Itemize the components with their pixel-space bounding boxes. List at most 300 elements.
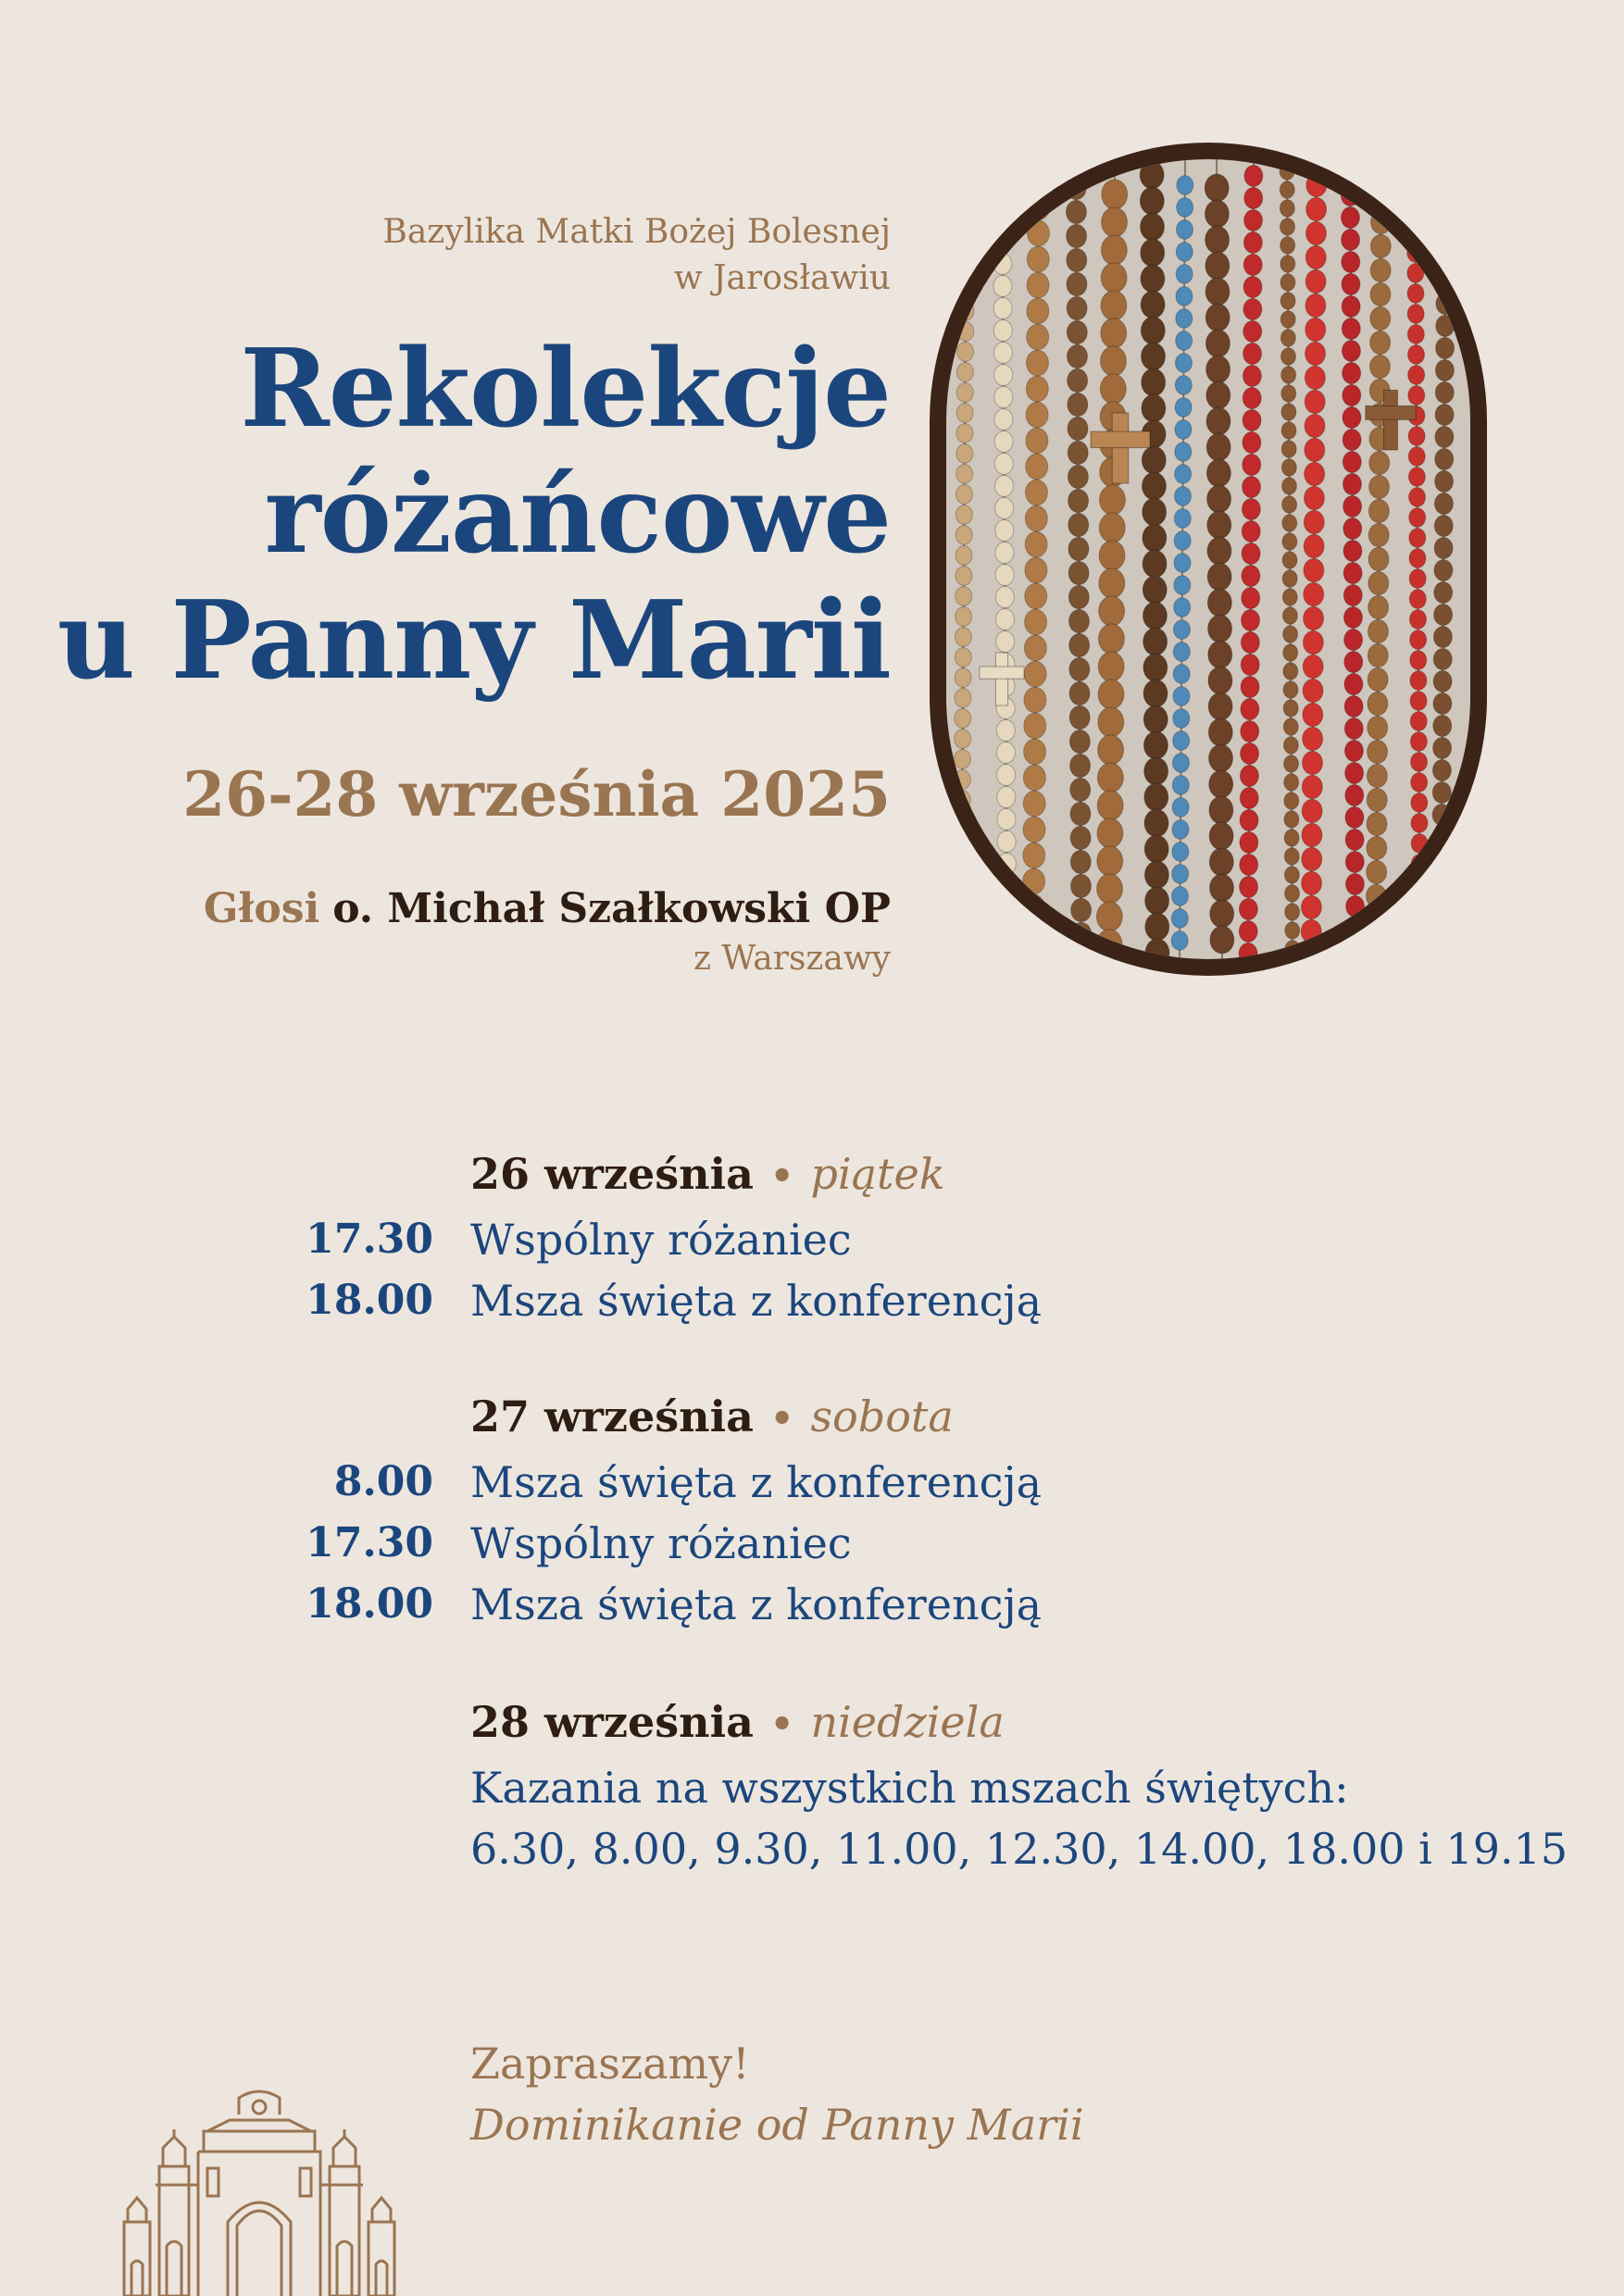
rosary-bead [1143,576,1167,604]
rosary-bead [1243,477,1261,498]
rosary-bead [1209,848,1233,876]
rosary-bead [1142,446,1166,474]
rosary-bead [1243,299,1262,320]
signature-text: Dominikanie od Panny Marii [470,2100,1084,2150]
schedule [0,1144,1624,1879]
rosary-bead [1282,496,1297,513]
rosary-bead [1243,410,1261,431]
rosary-bead [1208,641,1232,668]
rosary-bead [1304,582,1324,605]
rosary-bead [1208,615,1232,643]
rosary-bead [1285,885,1300,902]
rosary-bead [1206,330,1230,357]
schedule-row [0,1209,1624,1270]
rosary-bead [1406,162,1423,181]
rosary-bead [1410,712,1427,731]
rosary-bead [1024,713,1046,739]
rosary-bead [995,498,1014,519]
rosary-bead [1099,485,1125,515]
rosary-bead [1145,887,1169,915]
rosary-bead [1407,223,1424,243]
event-dates: 26-28 września 2025 [182,758,891,830]
event-time: 17.30 [306,1519,433,1566]
rosary-bead [1242,499,1260,520]
rosary-bead [1176,309,1193,329]
rosary-bead [1241,632,1259,654]
rosary-bead [1174,487,1191,506]
rosary-bead [1431,938,1450,959]
rosary-bead [1368,619,1388,643]
rosary-bead [1174,576,1191,595]
rosary-bead [995,565,1014,586]
rosary-bead [1175,420,1192,440]
rosary-bead [993,209,1011,231]
rosary-bead [1342,296,1360,318]
rosary-bead [1171,909,1188,929]
rosary-bead [1026,480,1048,505]
rosary-bead [1411,814,1428,833]
rosary-bead [1026,350,1048,376]
rosary-bead [1071,898,1092,921]
rosary-bead [1069,633,1090,656]
rosary-bead [1242,566,1260,587]
rosary-bead [1142,368,1166,396]
rosary-bead [1368,716,1388,739]
rosary-bead [1407,325,1424,344]
rosary-bead [1343,430,1361,451]
rosary-bead [1305,318,1326,341]
rosary-bead [1172,798,1189,817]
rosary-bead [1210,900,1234,928]
rosary-bead [956,404,973,423]
rosary-bead [996,631,1015,653]
rosary-bead [1174,531,1191,551]
rosary-bead [1243,388,1261,409]
rosary-bead [1176,243,1193,262]
rosary-bead [1143,654,1168,681]
rosary-bead [1283,663,1298,680]
sunday-mass-times: 6.30, 8.00, 9.30, 11.00, 12.30, 14.00, 18.00 i 19.15 [470,1824,1568,1874]
rosary-bead [1411,875,1428,894]
rosary-bead [1025,557,1047,583]
rosary-bead [994,454,1013,475]
rosary-bead [1281,367,1296,383]
rosary-bead [1144,757,1168,785]
rosary-bead [1144,861,1168,889]
rosary-bead [1344,674,1363,695]
rosary-bead [1346,941,1365,960]
rosary-bead [1342,341,1360,362]
rosary-bead [1409,569,1426,589]
rosary-bead [1368,499,1389,522]
rosary-bead [1097,846,1123,876]
rosary-bead [1143,731,1168,759]
rosary-bead [1280,293,1295,309]
rosary-bead [1341,163,1359,184]
rosary-bead [955,689,971,708]
rosary-bead [955,668,971,688]
rosary-bead [1306,197,1327,220]
rosary-bead [1176,220,1193,240]
rosary-bead [1406,182,1423,202]
rosary-bead [1067,248,1087,271]
rosary-bead [1175,354,1192,373]
rosary-bead [1177,198,1193,218]
rosary-bead [1283,626,1298,643]
rosary-bead [954,852,970,871]
rosary-bead [957,343,974,362]
rosary-bead [1342,274,1360,295]
rosaries-illustration [946,159,1470,959]
rosary-bead [953,892,969,912]
rosary-bead [1304,486,1324,509]
rosary-bead [1368,692,1388,715]
rosary-bead [1367,860,1387,883]
rosary-bead [1207,485,1231,513]
rosary-bead [1143,550,1167,578]
rosary-bead [1435,427,1454,448]
rosary-bead [956,607,972,627]
rosary-bead [1343,474,1361,495]
cross-horizontal [980,667,1024,679]
rosary-bead [1281,385,1296,402]
sunday-note-row [0,1757,1624,1818]
rosary-bead [1173,643,1190,662]
rosary-bead [1101,263,1127,293]
rosary-bead [1410,692,1427,711]
rosary-bead [1345,874,1364,895]
rosary-bead [1102,180,1128,209]
rosary-bead [1241,721,1259,742]
rosary-bead [1282,515,1297,531]
rosary-bead [1282,533,1297,550]
rosary-bead [1144,835,1168,863]
rosary-bead [993,298,1012,319]
rosary-bead [1144,783,1168,811]
rosary-bead [1410,651,1427,670]
rosary-bead [953,933,969,953]
rosary-bead [1305,438,1325,461]
rosary-bead [956,526,972,545]
rosary-bead [1305,221,1326,244]
rosary-bead [1411,855,1428,874]
rosary-bead [1304,606,1324,630]
rosary-bead [997,876,1016,897]
rosary-bead [995,609,1014,630]
rosary-bead [1370,282,1391,306]
rosary-bead [1367,836,1387,859]
preacher-name: o. Michał Szałkowski OP [332,885,891,932]
rosary-bead [1406,203,1423,222]
rosary-bead [1345,785,1364,806]
rosary-bead [1206,252,1230,280]
event-name: Msza święta z konferencją [470,1276,1043,1326]
rosary-bead [1305,245,1326,268]
rosary-bead [993,165,1011,186]
rosary-bead [993,231,1012,253]
rosary-bead [1285,941,1300,957]
rosary-bead [1301,895,1321,918]
rosary-bead [995,587,1014,608]
rosary-bead [1433,716,1452,737]
preacher-line [57,885,891,933]
rosary-bead [1342,252,1360,273]
rosary-bead [1368,643,1388,667]
rosary-bead [1071,922,1092,945]
rosary-bead [1206,304,1230,331]
rosary-bead [1101,318,1127,348]
rosary-bead [1302,799,1322,822]
schedule-row [0,1270,1624,1331]
rosary-bead [1284,830,1299,846]
rosary-bead [1240,855,1258,876]
rosary-bead [1025,583,1047,609]
rosary-bead [1370,234,1391,257]
rosary-bead [1143,680,1168,707]
rosary-bead [1369,355,1390,378]
preacher-lead: Głosi [203,885,320,932]
schedule-row [0,1452,1624,1513]
rosary-bead [1070,802,1091,825]
day-weekday: piątek [810,1149,945,1199]
rosary-bead [1069,657,1090,680]
rosary-bead [995,543,1014,564]
rosary-bead [1141,291,1165,318]
rosary-bead [955,628,971,647]
rosary-bead [1097,791,1123,820]
day-date: 28 września [470,1697,754,1747]
rosary-bead [1409,488,1426,507]
rosary-bead [1284,811,1299,828]
rosary-bead [1303,630,1323,654]
rosary-bead [1305,293,1326,317]
rosary-bead [1142,472,1166,500]
rosary-bead [1101,235,1127,265]
rosary-bead [1437,182,1455,204]
rosary-bead [1285,904,1300,920]
rosary-bead [1243,455,1261,476]
rosary-bead [956,363,973,382]
rosary-bead [1368,595,1389,618]
rosary-bead [997,787,1016,808]
rosary-bead [1067,272,1087,295]
rosary-bead [1306,173,1327,196]
rosary-bead [1284,848,1299,865]
rosary-bead [956,505,972,525]
rosary-bead [995,520,1014,542]
rosary-bead [1027,298,1049,324]
rosary-bead [1435,449,1454,470]
rosary-bead [1140,161,1164,189]
rosary-bead [1206,381,1230,409]
rosary-bead [993,276,1012,297]
rosary-bead [1023,842,1045,868]
rosary-bead [1305,462,1325,485]
rosary-bead [1024,635,1046,661]
rosary-bead [1436,227,1455,248]
rosary-bead [1346,918,1365,940]
rosary-bead [1028,194,1050,220]
rosary-bead [1412,916,1429,935]
rosary-bead [1433,693,1452,715]
rosary-bead [1207,563,1231,591]
rosary-bead [954,872,970,892]
rosary-bead [1367,764,1387,787]
rosary-bead [1240,877,1258,898]
rosary-bead [956,465,973,484]
rosary-bead [1431,893,1450,915]
rosary-bead [954,811,970,830]
rosary-bead [997,765,1016,786]
rosary-bead [1244,188,1263,209]
rosary-bead [1280,274,1295,291]
rosary-bead [954,831,970,851]
day-header [0,1144,1624,1209]
rosary-bead [1209,874,1233,902]
rosary-bead [1097,818,1123,848]
rosary-bead [1143,705,1168,733]
rosary-bead [997,809,1016,830]
rosary-bead [957,322,974,342]
rosary-bead [1343,563,1362,584]
preacher-origin: z Warszawy [693,940,891,978]
rosary-bead [1283,644,1298,661]
rosary-bead [1098,652,1124,681]
rosary-bead [1343,407,1361,429]
rosary-bead [1342,318,1360,340]
rosary-bead [1433,671,1452,693]
rosary-bead [1025,505,1047,531]
rosary-bead [1433,649,1452,670]
rosary-bead [1369,451,1390,474]
rosary-bead [1243,232,1262,254]
rosary-bead [1303,727,1323,750]
schedule-row [0,1513,1624,1574]
rosary-bead [1209,770,1233,798]
event-time: 8.00 [333,1458,433,1505]
rosary-bead [1240,810,1258,831]
rosary-bead [1205,174,1229,202]
rosary-bead [957,241,974,260]
rosary-bead [1366,908,1386,931]
venue-line-1: Bazylika Matki Bożej Bolesnej [382,213,891,251]
rosary-bead [1070,754,1091,777]
rosary-bead [1437,205,1455,226]
rosary-bead [1173,731,1190,751]
rosary-bead [1407,345,1424,365]
rosary-bead [1284,755,1299,772]
schedule-row [0,1574,1624,1635]
rosary-bead [1432,827,1451,848]
rosary-bead [1345,852,1364,873]
rosary-bead [1370,306,1391,330]
rosary-bead [954,770,970,790]
rosary-bead [1145,913,1169,941]
rosary-bead [1304,534,1324,557]
rosary-bead [1173,709,1190,729]
rosary-bead [1243,277,1262,298]
event-time: 18.00 [306,1277,433,1324]
rosary-bead [1432,871,1451,892]
rosary-bead [1172,776,1189,795]
rosary-bead [1175,398,1192,418]
rosary-bead [1343,385,1361,406]
day-1 [0,1144,1624,1331]
rosary-bead [957,261,974,281]
rosary-bead [953,913,969,932]
rosary-bead [1305,366,1325,389]
rosary-bead [1341,207,1359,229]
rosary-bead [1301,943,1321,959]
rosary-bead [1101,291,1127,320]
rosary-bead [1023,791,1045,817]
rosary-bead [1280,200,1294,217]
rosary-bead [1409,549,1426,568]
rosary-bead [993,187,1011,208]
rosary-bead [1099,596,1125,626]
rosary-bead [1371,210,1392,233]
rosary-bead [1408,386,1425,406]
rosary-bead [1068,513,1089,536]
rosary-bead [1240,766,1258,787]
rosary-bead [1281,459,1296,476]
rosary-bead [1411,793,1428,813]
rosary-bead [1407,284,1424,304]
rosary-bead [1100,374,1126,404]
rosary-bead [1368,668,1388,691]
event-name: Msza święta z konferencją [470,1457,1043,1507]
rosary-bead [998,920,1017,942]
rosary-bead [1174,554,1191,573]
rosary-bead [1367,788,1387,811]
rosary-bead [1432,805,1451,826]
rosary-bead [1343,585,1362,606]
rosary-bead [1435,382,1454,404]
rosary-bead [1242,543,1260,565]
rosary-bead [956,424,973,443]
rosary-bead [1098,707,1124,737]
event-time: 18.00 [306,1580,433,1628]
rosary-bead [1174,598,1191,618]
rosary-bead [1343,518,1362,540]
rosary-bead [955,750,971,769]
day-header [0,1387,1624,1452]
rosary-bead [1433,738,1452,759]
rosary-bead [1280,256,1295,272]
rosary-bead [1343,541,1362,562]
rosary-bead [1407,305,1424,324]
rosary-bead [1024,687,1046,713]
rosary-bead [1068,441,1088,464]
rosary-bead [1207,589,1231,617]
rosary-bead [1305,390,1325,413]
rosary-bead [1371,162,1392,185]
rosary-bead [1343,452,1361,473]
event-name: Wspólny różaniec [470,1215,852,1265]
rosary-bead [1175,465,1192,484]
rosary-bead [1098,624,1124,654]
rosary-bead [1240,788,1258,809]
rosary-bead [1143,628,1168,655]
rosary-bead [1175,376,1192,395]
rosary-bead [1409,508,1426,528]
rosary-bead [1068,465,1088,488]
rosary-bead [1242,588,1260,609]
rosary-bead [1242,610,1260,631]
rosary-bead [955,709,971,729]
rosary-bead [1068,609,1089,632]
rosary-bead [1283,681,1298,698]
